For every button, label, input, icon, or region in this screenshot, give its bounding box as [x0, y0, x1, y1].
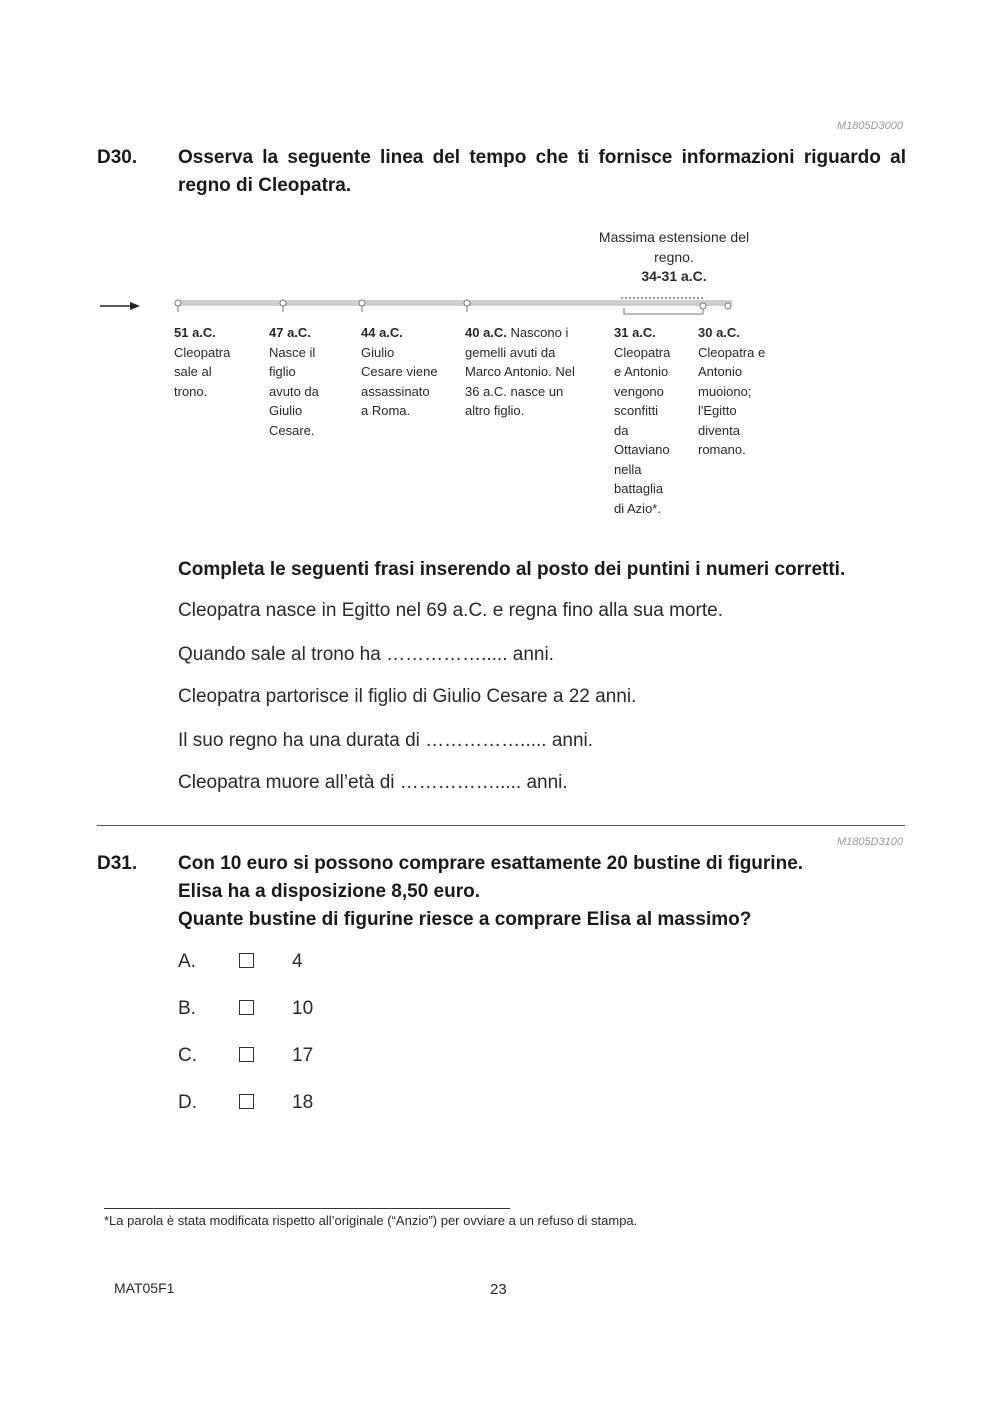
- event-line: trono.: [174, 383, 208, 399]
- event-line: Giulio: [269, 403, 303, 418]
- event-line: vengono: [614, 383, 664, 399]
- event-line: Antonio: [698, 364, 743, 379]
- d30-sentence-5[interactable]: Cleopatra muore all’età di ……………..... anni.: [178, 772, 568, 793]
- footer-code: MAT05F1: [114, 1280, 175, 1296]
- checkbox-b[interactable]: [239, 1000, 254, 1015]
- event-line: di Azio*.: [614, 500, 661, 516]
- event-line: Nasce il: [269, 344, 316, 360]
- event-line: figlio: [269, 364, 296, 379]
- max-extension-years: 34-31 a.C.: [641, 268, 707, 284]
- timeline-event-51: [174, 323, 266, 401]
- event-line: da: [614, 422, 629, 438]
- event-line: Cleopatra e: [698, 344, 766, 360]
- event-year: 30 a.C.: [698, 325, 740, 340]
- question-d31-line2: Elisa ha a disposizione 8,50 euro.: [178, 881, 480, 902]
- event-line: Giulio: [361, 344, 395, 360]
- event-line: Ottaviano: [614, 442, 670, 457]
- option-value: 4: [292, 951, 303, 972]
- event-line: Cleopatra: [174, 344, 231, 360]
- tick-31: [700, 303, 706, 309]
- option-value: 18: [292, 1092, 314, 1113]
- event-year: 47 a.C.: [269, 325, 311, 340]
- tick-40: [464, 300, 470, 306]
- option-letter: D.: [178, 1092, 197, 1113]
- event-line: Cleopatra: [614, 344, 671, 360]
- tick-47: [280, 300, 286, 306]
- question-d30-line1: Osserva la seguente linea del tempo che ti fornisce informazioni riguardo al: [178, 147, 906, 168]
- d30-sentence-2[interactable]: Quando sale al trono ha ……………..... anni.: [178, 644, 554, 665]
- tick-30: [725, 303, 731, 309]
- footnote: *La parola è stata modificata rispetto all’originale (“Anzio”) per ovviare a un refuso di stampa.: [104, 1213, 638, 1228]
- section-divider: [97, 825, 905, 826]
- tick-44: [359, 300, 365, 306]
- event-line: Cesare viene: [361, 364, 438, 379]
- checkbox-d[interactable]: [239, 1094, 254, 1109]
- event-line: assassinato: [361, 383, 430, 399]
- option-letter: C.: [178, 1045, 197, 1066]
- event-line: l'Egitto: [698, 403, 737, 418]
- event-year: 51 a.C.: [174, 325, 216, 340]
- event-line: gemelli avuti da: [465, 344, 556, 360]
- footnote-rule: [104, 1208, 510, 1209]
- event-line: Marco Antonio. Nel: [465, 364, 575, 379]
- event-line: battaglia: [614, 481, 664, 496]
- event-line: nella: [614, 461, 642, 477]
- question-number-d30: D30.: [97, 147, 138, 168]
- question-d30-line2: regno di Cleopatra.: [178, 175, 352, 196]
- event-year: 31 a.C.: [614, 325, 656, 340]
- event-line: Cesare.: [269, 422, 315, 438]
- question-number-d31: D31.: [97, 853, 138, 874]
- d30-sentence-3: Cleopatra partorisce il figlio di Giulio Cesare a 22 anni.: [178, 686, 637, 707]
- event-line: a Roma.: [361, 403, 411, 418]
- option-value: 17: [292, 1045, 314, 1066]
- event-year: 44 a.C.: [361, 325, 403, 340]
- checkbox-a[interactable]: [239, 953, 254, 968]
- event-line: Nascono i: [510, 325, 569, 340]
- max-extension-line1: Massima estensione del: [598, 229, 750, 245]
- option-value: 10: [292, 998, 314, 1019]
- event-line: 36 a.C. nasce un: [465, 383, 564, 399]
- question-d31-line3: Quante bustine di figurine riesce a comprare Elisa al massimo?: [178, 909, 752, 930]
- option-letter: B.: [178, 998, 196, 1019]
- d30-sentence-4[interactable]: Il suo regno ha una durata di ……………..... anni.: [178, 730, 594, 751]
- timeline-event-44: [361, 323, 461, 421]
- timeline-arrow-head: [130, 302, 140, 310]
- timeline-event-40: [465, 323, 610, 421]
- tick-51: [175, 300, 181, 306]
- timeline-graphic: [0, 0, 1000, 330]
- question-d31-line1: Con 10 euro si possono comprare esattamente 20 bustine di figurine.: [178, 853, 804, 874]
- event-line: diventa: [698, 422, 740, 438]
- event-line: avuto da: [269, 383, 319, 399]
- event-line: sconfitti: [614, 403, 659, 418]
- event-line: muoiono;: [698, 383, 752, 399]
- question-text-d31: [178, 850, 803, 934]
- timeline-event-30: [698, 323, 788, 460]
- event-line: sale al: [174, 364, 212, 379]
- event-year: 40 a.C.: [465, 325, 507, 340]
- item-code-d31: M1805D3100: [836, 836, 903, 848]
- d30-instruction: Completa le seguenti frasi inserendo al posto dei puntini i numeri corretti.: [178, 559, 846, 580]
- d30-sentence-1: Cleopatra nasce in Egitto nel 69 a.C. e regna fino alla sua morte.: [178, 600, 723, 621]
- max-extension-bracket: [624, 308, 703, 314]
- event-line: e Antonio: [614, 364, 669, 379]
- max-extension-line2: regno.: [654, 248, 694, 265]
- event-line: altro figlio.: [465, 403, 525, 418]
- checkbox-c[interactable]: [239, 1047, 254, 1062]
- option-letter: A.: [178, 951, 196, 972]
- item-code-d30: M1805D3000: [836, 120, 903, 132]
- event-line: romano.: [698, 442, 746, 457]
- page-number: 23: [490, 1281, 507, 1298]
- timeline-event-31: [614, 323, 694, 518]
- timeline-event-47: [269, 323, 357, 440]
- timeline-bar: [176, 300, 732, 306]
